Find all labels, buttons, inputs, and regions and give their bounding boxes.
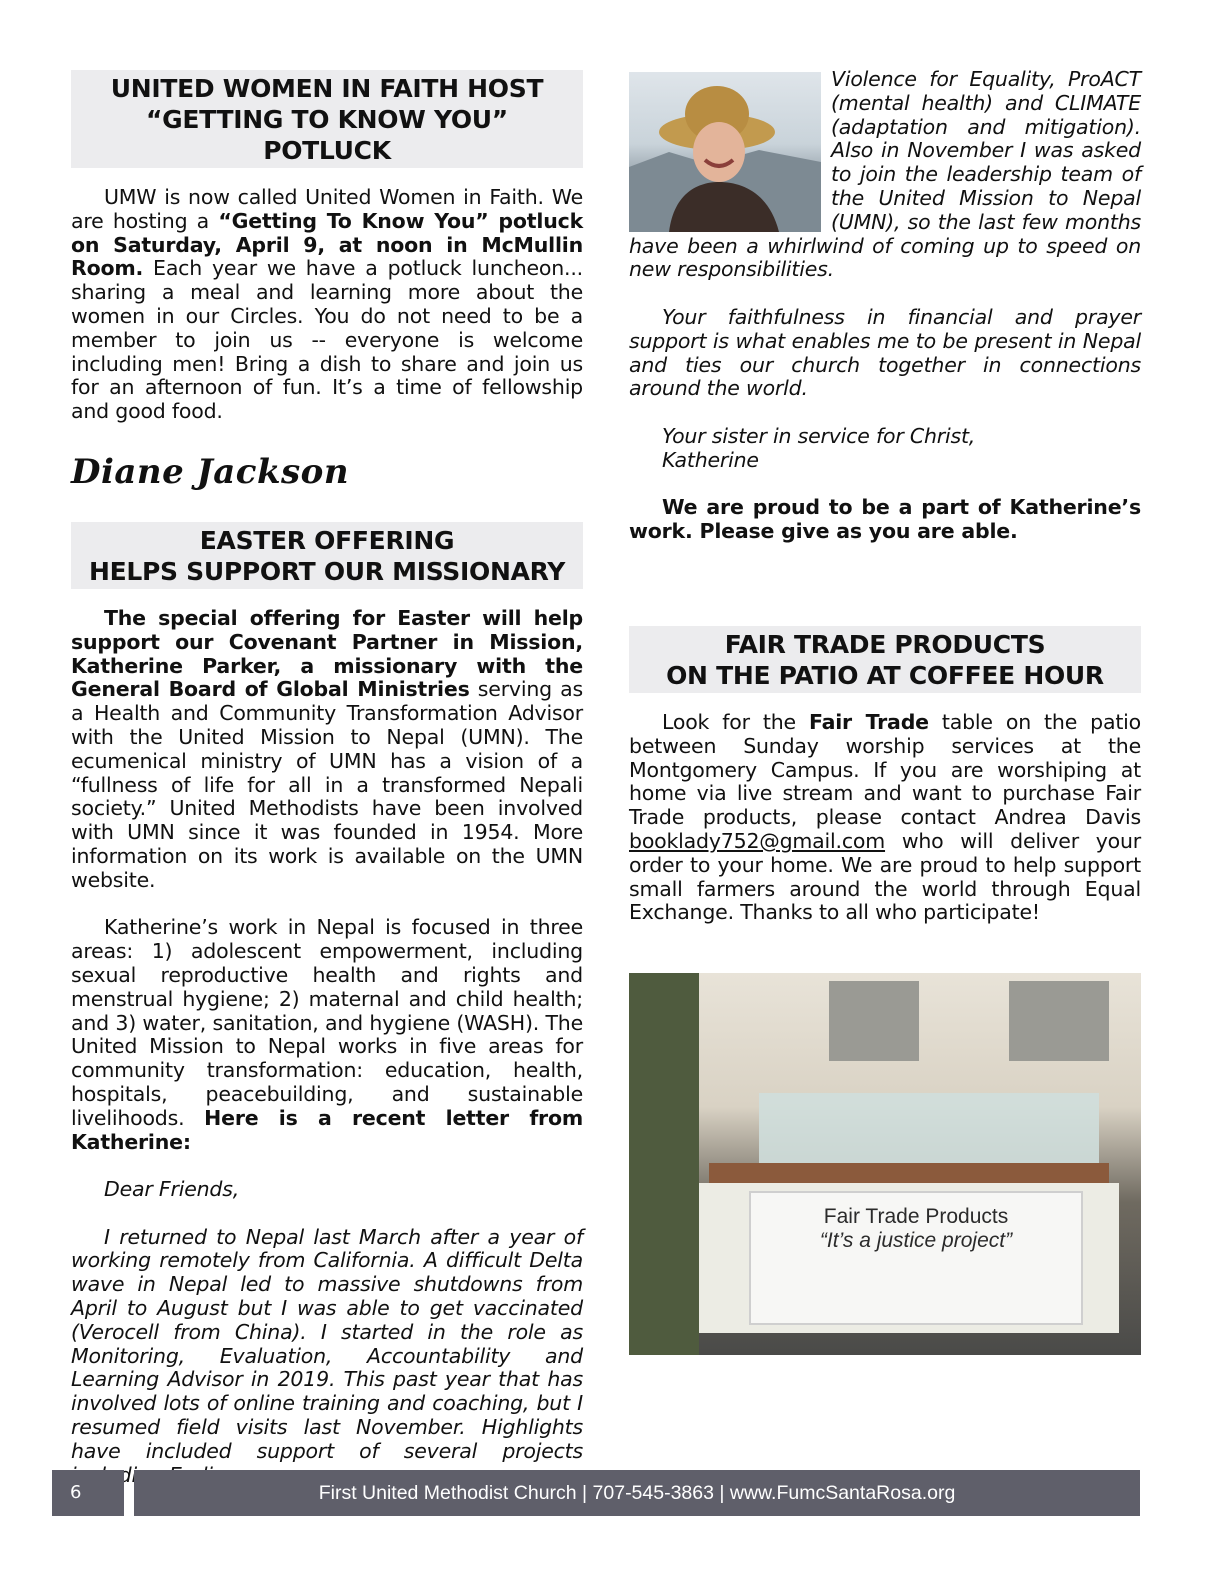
- email-link[interactable]: booklady752@gmail.com: [629, 828, 886, 853]
- potluck-paragraph: UMW is now called United Women in Faith. We are hosting a “Getting To Know You” potluck on Saturday, April 9, at noon in McMullin Room. Each year we have a potluck luncheon... sharing a meal and learning more about the women in our Circles. You do not need to be a member to join us -- everyone is welcome including men! Bring a dish to share and join us for an afternoon of fun. It’s a time of fellowship and good food.: [71, 185, 583, 424]
- easter-heading-line2: HELPS SUPPORT OUR MISSIONARY: [88, 556, 566, 586]
- footer-info: First United Methodist Church | 707-545-3863 | www.FumcSantaRosa.org: [134, 1470, 1140, 1516]
- fairtrade-photo: [629, 973, 1141, 1355]
- fairtrade-heading: [629, 626, 1141, 693]
- katherine-photo: [629, 72, 821, 232]
- signature: Diane Jackson: [71, 451, 350, 492]
- letter-paragraph-1-right: Violence for Equality, ProACT (mental health) and CLIMATE (adaptation and mitigation). Also in November I was asked to join the leadership team of the United Mission to Nepal (UMN), so the last few months have been a whirlwind of coming up to speed on new responsibilities.: [629, 67, 1141, 282]
- letter-closing-line2: Katherine: [662, 447, 759, 472]
- fairtrade-paragraph: Look for the Fair Trade table on the patio between Sunday worship services at the Montgomery Campus. If you are worshiping at home via live stream and want to purchase Fair Trade products, please contact Andrea Davis booklady752@gmail.com who will deliver your order to your home. We are proud to help support small farmers around the world through Equal Exchange. Thanks to all who participate!: [629, 709, 1141, 925]
- letter-paragraph-1-left: I returned to Nepal last March after a year of working remotely from California. A difficult Delta wave in Nepal led to massive shutdowns from April to August but I was able to get vaccinated (Verocell from China). I started in the role as Monitoring, Evaluation, Accountability and Learning Advisor in 2019. This past year that has involved lots of online training and coaching, but I resumed field visits last November. Highlights have included support of several projects: [71, 1224, 583, 1463]
- proud-statement: We are proud to be a part of Katherine’s work. Please give as you are able.: [629, 495, 1141, 544]
- letter-salutation: Dear Friends,: [104, 1177, 240, 1202]
- fairtrade-heading-line2: ON THE PATIO AT COFFEE HOUR: [666, 660, 1104, 690]
- page-number: 6: [52, 1470, 124, 1516]
- banner-title: Fair Trade Products: [823, 1205, 1009, 1229]
- easter-paragraph-2: Katherine’s work in Nepal is focused in three areas: 1) adolescent empowerment, including sexual reproductive health and rights and menstrual hygiene; 2) maternal and child health; and 3) water, sanitation, and hygiene (WASH). The United Mission to Nepal works in five areas for community transformation: education, health, hospitals, peacebuilding, and sustainable livelihoods. Here is a recent letter from Katherine:: [71, 915, 584, 1154]
- letter-paragraph-2: Your faithfulness in financial and prayer support is what enables me to be present in Nepal and ties our church together in connections around the world.: [629, 304, 1141, 401]
- katherine-photo-illustration: [629, 72, 821, 232]
- potluck-heading-line1: UNITED WOMEN IN FAITH HOST: [110, 74, 544, 103]
- letter-closing-line1: Your sister in service for Christ,: [662, 423, 976, 448]
- easter-paragraph-1: The special offering for Easter will help support our Covenant Partner in Mission, Katherine Parker, a missionary with the General Board of Global Ministries serving as a Health and Community Transformation Advisor with the United Mission to Nepal (UMN). The ecumenical ministry of UMN has a vision of a “fullness of life for all in a transformed Nepali society.” United Methodists have been involved with UMN since it was founded in 1954. More information on its work is available on the UMN website.: [71, 605, 583, 892]
- right-column: [629, 67, 1141, 1355]
- banner-subtitle: “It’s a justice project”: [819, 1229, 1013, 1253]
- potluck-heading-line2: “GETTING TO KNOW YOU” POTLUCK: [146, 105, 508, 165]
- left-column: [71, 70, 583, 1487]
- easter-heading-line1: EASTER OFFERING: [199, 525, 455, 555]
- potluck-heading: [71, 70, 583, 168]
- easter-heading: [71, 522, 583, 589]
- fairtrade-heading-line1: FAIR TRADE PRODUCTS: [724, 629, 1046, 659]
- fairtrade-banner: [749, 1191, 1083, 1325]
